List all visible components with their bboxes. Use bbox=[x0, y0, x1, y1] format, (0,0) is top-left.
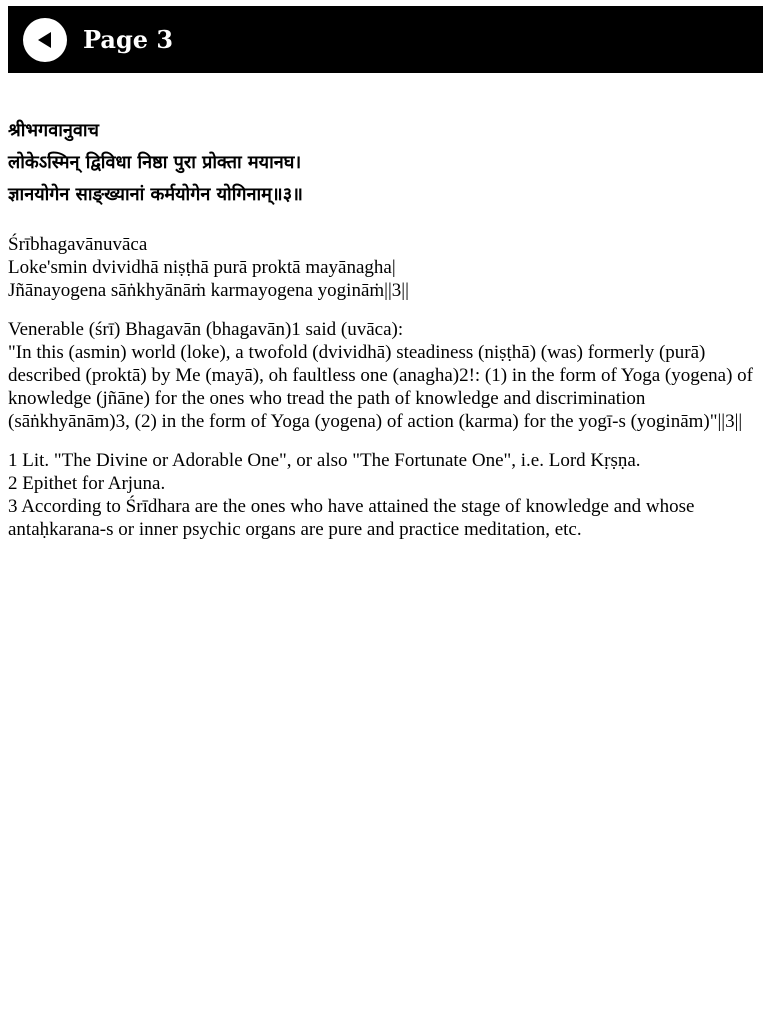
page-title: Page 3 bbox=[83, 25, 174, 54]
footnote: 3 According to Śrīdhara are the ones who have attained the stage of knowledge and whose antaḥkarana-s or inner psychic organs are pure and practice meditation, etc. bbox=[8, 496, 695, 540]
translation-line: Venerable (śrī) Bhagavān (bhagavān)1 said (uvāca): bbox=[8, 319, 404, 340]
devanagari-line: लोकेऽस्मिन् द्विविधा निष्ठा पुरा प्रोक्ता मयानघ। bbox=[8, 152, 302, 173]
transliteration-line: Loke'smin dvividhā niṣṭhā purā proktā mayānagha| bbox=[8, 257, 396, 278]
footnotes-block bbox=[8, 449, 764, 541]
transliteration-line: Jñānayogena sāṅkhyānāṁ karmayogena yogināṁ||3|| bbox=[8, 280, 409, 301]
footnote: 1 Lit. "The Divine or Adorable One", or also "The Fortunate One", i.e. Lord Kṛṣṇa. bbox=[8, 450, 641, 471]
transliteration-block bbox=[8, 233, 764, 302]
devanagari-line: ज्ञानयोगेन साङ्ख्यानां कर्मयोगेन योगिनाम्॥३॥ bbox=[8, 184, 303, 205]
footnote: 2 Epithet for Arjuna. bbox=[8, 473, 166, 494]
translation-block bbox=[8, 318, 764, 433]
devanagari-line: श्रीभगवानुवाच bbox=[8, 120, 99, 141]
back-arrow-icon bbox=[34, 29, 56, 51]
top-bar bbox=[8, 6, 763, 73]
back-button[interactable] bbox=[23, 18, 67, 62]
transliteration-line: Śrībhagavānuvāca bbox=[8, 234, 148, 255]
translation-line: "In this (asmin) world (loke), a twofold (dvividhā) steadiness (niṣṭhā) (was) formerly (purā) described (proktā) by Me (mayā), oh faultless one (anagha)2!: (1) in the form of Yoga (yogena) of knowledge (jñāne) for the ones who tread the path of knowledge and discrimination (sāṅkhyānām)3, (2) in the form of Yoga (yogena) of action (karma) for the yogī-s (yoginām)"||3|| bbox=[8, 342, 753, 432]
page-content bbox=[8, 115, 764, 541]
devanagari-verse bbox=[8, 115, 764, 211]
